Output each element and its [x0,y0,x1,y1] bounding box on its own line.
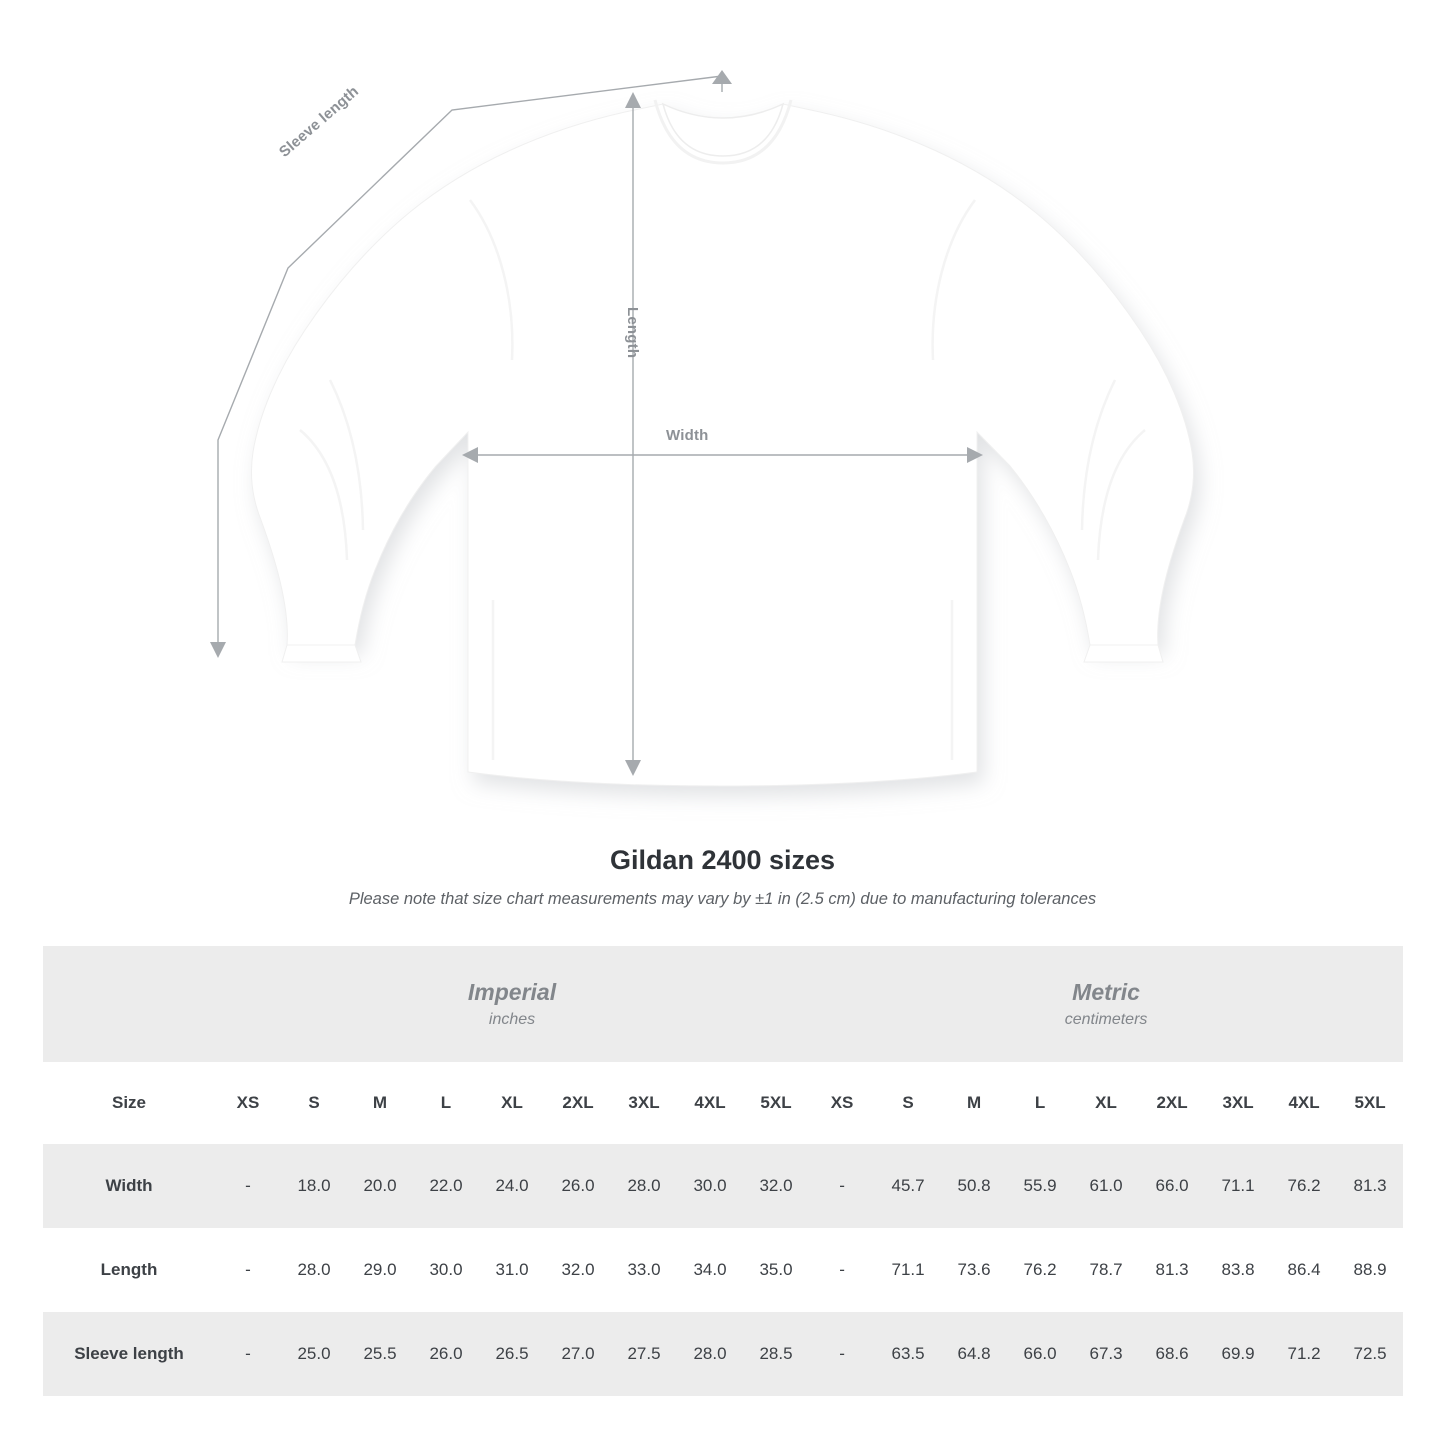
page-title: Gildan 2400 sizes [609,845,836,875]
table-row [43,1228,1403,1312]
cell-width-metric-s: 45.7 [875,1144,941,1228]
size-header-metric-l: L [1007,1062,1073,1144]
size-header-metric-3xl: 3XL [1205,1062,1271,1144]
cell-length-metric-m: 73.6 [941,1228,1007,1312]
table-row [43,1144,1403,1228]
unit-header-spacer [43,946,215,1062]
size-header-metric-m: M [941,1062,1007,1144]
size-header-metric-s: S [875,1062,941,1144]
cell-length-metric-s: 71.1 [875,1228,941,1312]
size-header-metric-2xl: 2XL [1139,1062,1205,1144]
size-header-metric-xs: XS [809,1062,875,1144]
size-header-imperial-3xl: 3XL [611,1062,677,1144]
size-header-metric-5xl: 5XL [1337,1062,1403,1144]
size-header-imperial-m: M [347,1062,413,1144]
cell-width-metric-xl: 61.0 [1073,1144,1139,1228]
size-header-imperial-4xl: 4XL [677,1062,743,1144]
unit-sub-metric: centimeters [1064,1011,1148,1029]
size-header-metric-xl: XL [1073,1062,1139,1144]
cell-width-metric-3xl: 71.1 [1205,1144,1271,1228]
cell-length-imperial-m: 29.0 [347,1228,413,1312]
cell-width-metric-5xl: 81.3 [1337,1144,1403,1228]
table-row [43,1312,1403,1396]
unit-name-imperial: Imperial [467,978,557,1005]
cell-sleeve-metric-3xl: 69.9 [1205,1312,1271,1396]
cell-sleeve-imperial-xl: 26.5 [479,1312,545,1396]
sleeve-length-label: Sleeve length [276,82,363,161]
cell-length-metric-4xl: 86.4 [1271,1228,1337,1312]
unit-name-metric: Metric [1072,978,1140,1005]
size-table-container [43,946,1403,1396]
cell-width-metric-4xl: 76.2 [1271,1144,1337,1228]
title-block [0,845,1445,909]
unit-header-row [43,946,1403,1062]
cell-length-imperial-3xl: 33.0 [611,1228,677,1312]
cell-length-imperial-xs: - [215,1228,281,1312]
size-header-imperial-5xl: 5XL [743,1062,809,1144]
cell-sleeve-imperial-3xl: 27.5 [611,1312,677,1396]
cell-width-imperial-5xl: 32.0 [743,1144,809,1228]
cell-length-imperial-5xl: 35.0 [743,1228,809,1312]
cell-length-imperial-2xl: 32.0 [545,1228,611,1312]
size-header-metric-4xl: 4XL [1271,1062,1337,1144]
cell-sleeve-imperial-2xl: 27.0 [545,1312,611,1396]
cell-length-metric-l: 76.2 [1007,1228,1073,1312]
cell-width-imperial-m: 20.0 [347,1144,413,1228]
size-header-imperial-l: L [413,1062,479,1144]
cell-width-metric-xs: - [809,1144,875,1228]
cell-width-imperial-xl: 24.0 [479,1144,545,1228]
cell-width-imperial-s: 18.0 [281,1144,347,1228]
cell-length-metric-xs: - [809,1228,875,1312]
unit-header-imperial [215,946,809,1062]
cell-width-metric-l: 55.9 [1007,1144,1073,1228]
cell-length-metric-xl: 78.7 [1073,1228,1139,1312]
cell-length-metric-5xl: 88.9 [1337,1228,1403,1312]
length-label: Length [624,307,641,359]
cell-sleeve-metric-l: 66.0 [1007,1312,1073,1396]
cell-length-metric-3xl: 83.8 [1205,1228,1271,1312]
cell-length-metric-2xl: 81.3 [1139,1228,1205,1312]
cell-sleeve-metric-4xl: 71.2 [1271,1312,1337,1396]
width-label: Width [666,427,709,444]
cell-sleeve-imperial-m: 25.5 [347,1312,413,1396]
cell-width-imperial-l: 22.0 [413,1144,479,1228]
size-table [43,946,1403,1396]
cell-sleeve-metric-2xl: 68.6 [1139,1312,1205,1396]
cell-sleeve-metric-xl: 67.3 [1073,1312,1139,1396]
cell-width-imperial-xs: - [215,1144,281,1228]
cell-sleeve-metric-m: 64.8 [941,1312,1007,1396]
cell-width-imperial-3xl: 28.0 [611,1144,677,1228]
row-label-width: Width [43,1144,215,1228]
cell-width-imperial-2xl: 26.0 [545,1144,611,1228]
cell-sleeve-imperial-s: 25.0 [281,1312,347,1396]
unit-sub-imperial: inches [488,1011,536,1029]
cell-length-imperial-xl: 31.0 [479,1228,545,1312]
cell-sleeve-metric-s: 63.5 [875,1312,941,1396]
size-header-imperial-xl: XL [479,1062,545,1144]
cell-width-metric-m: 50.8 [941,1144,1007,1228]
cell-length-imperial-4xl: 34.0 [677,1228,743,1312]
row-label-sleeve-length: Sleeve length [43,1312,215,1396]
cell-length-imperial-l: 30.0 [413,1228,479,1312]
size-header-imperial-2xl: 2XL [545,1062,611,1144]
unit-header-metric [809,946,1403,1062]
row-label-length: Length [43,1228,215,1312]
cell-sleeve-imperial-5xl: 28.5 [743,1312,809,1396]
cell-sleeve-imperial-l: 26.0 [413,1312,479,1396]
cell-sleeve-imperial-4xl: 28.0 [677,1312,743,1396]
size-header-imperial-s: S [281,1062,347,1144]
tolerance-note: Please note that size chart measurements may vary by ±1 in (2.5 cm) due to manufacturing tolerances [348,890,1097,908]
size-header-imperial-xs: XS [215,1062,281,1144]
size-header-label: Size [43,1062,215,1144]
cell-sleeve-metric-5xl: 72.5 [1337,1312,1403,1396]
cell-sleeve-metric-xs: - [809,1312,875,1396]
cell-sleeve-imperial-xs: - [215,1312,281,1396]
cell-length-imperial-s: 28.0 [281,1228,347,1312]
cell-width-metric-2xl: 66.0 [1139,1144,1205,1228]
cell-width-imperial-4xl: 30.0 [677,1144,743,1228]
size-header-row [43,1062,1403,1144]
